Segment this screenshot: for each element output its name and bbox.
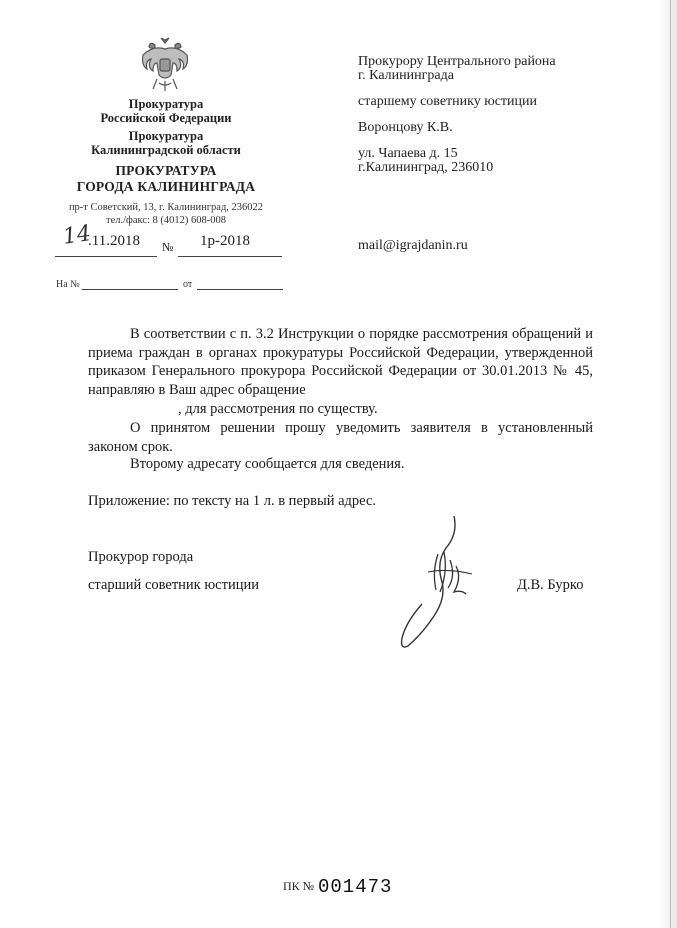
recipient-line-2: г. Калининграда bbox=[358, 68, 454, 83]
org-name-3b: ГОРОДА КАЛИНИНГРАДА bbox=[76, 179, 256, 194]
serial-number: 001473 bbox=[318, 876, 393, 898]
serial-label: ПК № bbox=[283, 879, 315, 893]
reference-number-line bbox=[82, 289, 178, 290]
signer-position-1: Прокурор города bbox=[88, 549, 194, 565]
page-edge-line bbox=[670, 0, 671, 928]
recipient-title: старшему советнику юстиции bbox=[358, 94, 537, 109]
org-address: пр-т Советский, 13, г. Калининград, 236022 bbox=[68, 202, 264, 213]
recipient-name: Воронцову К.В. bbox=[358, 120, 453, 135]
org-name-2: Прокуратура bbox=[128, 129, 204, 143]
signer-position-2: старший советник юстиции bbox=[88, 577, 259, 593]
body-paragraph-1: В соответствии с п. 3.2 Инструкции о порядке рассмотрения обращений и приема граждан в органах прокуратуры Российской Федерации, утвержденной приказом Генерального прокурора Российской Федерации от 30.01.2013 № 45, направляю в Ваш адрес обращение bbox=[88, 326, 593, 398]
handwritten-signature bbox=[392, 512, 492, 652]
recipient-line-1: Прокурору Центрального района bbox=[358, 54, 556, 69]
date-value: .11.2018 bbox=[88, 233, 140, 249]
recipient-city: г.Калининград, 236010 bbox=[358, 160, 494, 175]
body-paragraph-3: Второму адресату сообщается для сведения. bbox=[130, 456, 405, 472]
outgoing-number: 1р-2018 bbox=[200, 233, 250, 249]
page-edge-shadow bbox=[659, 0, 677, 928]
double-headed-eagle-emblem-icon bbox=[137, 35, 193, 95]
signer-name: Д.В. Бурко bbox=[517, 577, 584, 593]
org-name-2b: Калининградской области bbox=[91, 143, 241, 157]
recipient-street: ул. Чапаева д. 15 bbox=[358, 146, 458, 161]
number-sign: № bbox=[162, 240, 174, 254]
attachment-note: Приложение: по тексту на 1 л. в первый адрес. bbox=[88, 493, 377, 509]
number-underline bbox=[178, 256, 282, 257]
reference-date-line bbox=[197, 289, 283, 290]
reference-from-label: от bbox=[183, 279, 193, 290]
date-underline bbox=[55, 256, 157, 257]
org-name-3: ПРОКУРАТУРА bbox=[115, 163, 217, 178]
org-name-1: Прокуратура bbox=[128, 97, 204, 111]
body-paragraph-1-end: , для рассмотрения по существу. bbox=[178, 401, 378, 417]
org-phone: тел./факс: 8 (4012) 608-008 bbox=[105, 215, 227, 226]
body-paragraph-2: О принятом решении прошу уведомить заявителя в установленный законом срок. bbox=[88, 420, 593, 455]
handwritten-date-day: 14 bbox=[61, 221, 93, 250]
org-name-1b: Российской Федерации bbox=[100, 111, 232, 125]
recipient-email: mail@igrajdanin.ru bbox=[358, 238, 468, 253]
reference-label: На № bbox=[56, 279, 80, 290]
